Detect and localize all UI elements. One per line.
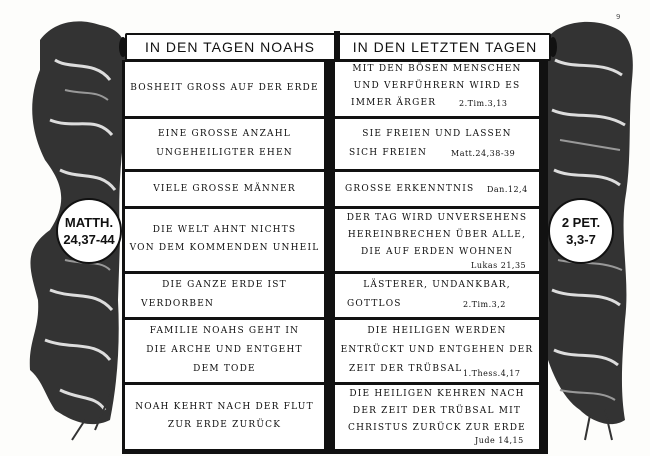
left-cell-7 [125,385,324,449]
cell-text: SIE FREIEN UND LASSEN [362,129,512,139]
cell-text: DIE HEILIGEN WERDEN [367,326,507,336]
cell-text: DIE AUF ERDEN WOHNEN [360,247,514,257]
cell-text: MIT DEN BÖSEN MENSCHEN [352,64,522,74]
cell-text: HEREINBRECHEN ÜBER ALLE, [347,230,527,240]
cell-text: DIE HEILIGEN KEHREN NACH [349,389,525,399]
cell-text: VIELE GROSSE MÄNNER [153,184,296,194]
cell-text: DEM TODE [193,364,256,374]
cell-text: ZEIT DER TRÜBSAL [349,364,463,374]
right-cell-7 [335,385,539,449]
scripture-reference: 2.Tim.3,13 [459,99,508,108]
badge-line: 24,37-44 [63,232,115,247]
scripture-reference: 1.Thess.4,17 [463,369,521,378]
cell-text: ZUR ERDE ZURÜCK [167,420,282,430]
cell-text: GROSSE ERKENNTNIS [345,184,475,194]
right-cell-2 [335,119,539,169]
left-cell-4 [125,209,324,271]
left-cell-1 [125,62,324,116]
left-cell-3 [125,172,324,206]
cell-text: LÄSTERER, UNDANKBAR, [363,280,511,290]
cell-text: UNGEHEILIGTER EHEN [156,148,293,158]
scripture-reference: Lukas 21,35 [471,261,527,270]
cell-text: DIE GANZE ERDE IST [162,280,287,290]
badge-line: 2 PET. [561,215,601,230]
right-cell-4 [335,209,539,271]
scripture-reference: Dan.12,4 [487,185,528,194]
cell-text: FAMILIE NOAHS GEHT IN [149,326,300,336]
cell-text: IMMER ÄRGER [351,98,437,108]
right-cell-6 [335,320,539,382]
badge-line: 3,3-7 [566,232,596,247]
left-cell-2 [125,119,324,169]
cell-text: GOTTLOS [347,299,402,309]
right-scripture-badge [548,198,614,264]
cell-text: SICH FREIEN [349,148,428,158]
cell-text: VON DEM KOMMENDEN UNHEIL [129,243,320,253]
cell-text: DIE ARCHE UND ENTGEHT [146,345,303,355]
cell-text: BOSHEIT GROSS AUF DER ERDE [130,83,319,93]
cell-text: VERDORBEN [141,299,215,309]
header-banner [125,33,551,61]
scripture-reference: Jude 14,15 [475,436,524,445]
scripture-reference: 2.Tim.3,2 [463,300,506,309]
right-cell-5 [335,274,539,317]
cell-text: CHRISTUS ZURÜCK ZUR ERDE [348,423,526,433]
badge-line: MATTH. [64,215,114,230]
right-cell-3 [335,172,539,206]
header-right-title: IN DEN LETZTEN TAGEN [352,39,538,55]
header-left-title: IN DEN TAGEN NOAHS [145,39,315,55]
right-cell-1 [335,62,539,116]
left-cell-5 [125,274,324,317]
cell-text: DER ZEIT DER TRÜBSAL MIT [352,406,522,416]
left-cell-6 [125,320,324,382]
cell-text: NOAH KEHRT NACH DER FLUT [135,402,314,412]
cell-text: EINE GROSSE ANZAHL [158,129,291,139]
banner-left-cap [119,37,127,57]
header-divider [334,31,340,63]
left-scripture-badge [56,198,122,264]
cell-text: DER TAG WIRD UNVERSEHENS [346,213,528,223]
banner-right-cap [549,37,557,57]
page-number: 9 [616,13,621,21]
right-column [332,60,548,454]
cell-text: DIE WELT AHNT NICHTS [152,225,297,235]
cell-text: ENTRÜCKT UND ENTGEHEN DER [340,345,534,355]
scripture-reference: Matt.24,38-39 [451,149,516,158]
cell-text: UND VERFÜHRERN WIRD ES [353,81,521,91]
left-column [122,60,333,454]
